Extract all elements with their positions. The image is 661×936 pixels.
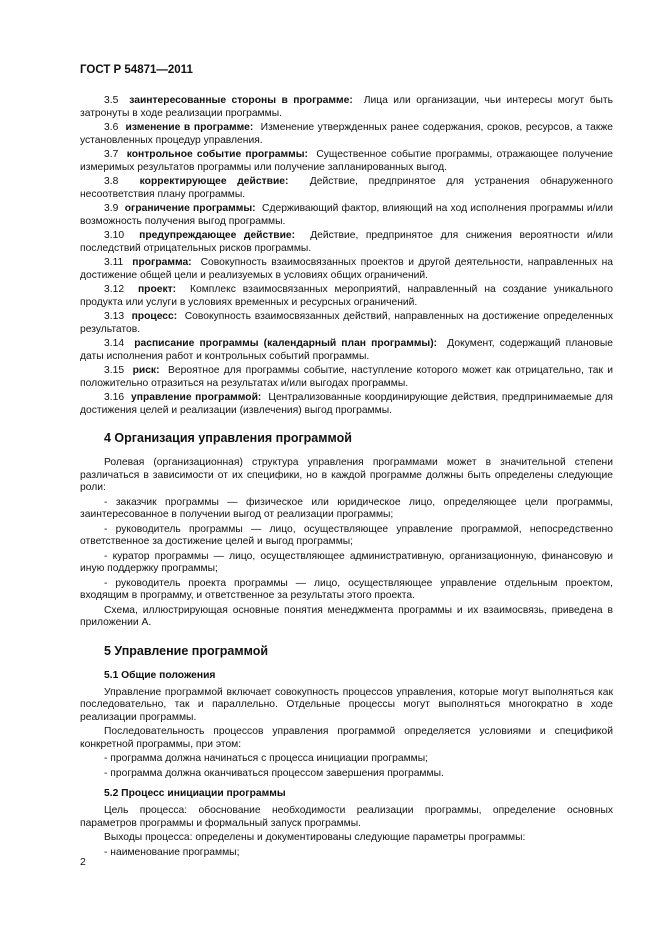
section-4-closing: Схема, иллюстрирующая основные понятия менеджмента программы и их взаимосвязь, приведена в приложении А. (80, 604, 613, 628)
term-entry: 3.5 заинтересованные стороны в программе: Лица или организации, чьи интересы могут быть затронуты в ходе реализации программы. (80, 95, 613, 119)
section-4-title: 4 Организация управления программой (104, 431, 352, 445)
role-item: - куратор программы — лицо, осуществляющее административную, организационную, финансовую и иную поддержку программы; (80, 550, 613, 574)
term-entry: 3.14 расписание программы (календарный план программы): Документ, содержащий плановые даты исполнения работ и контрольных событий программы. (80, 338, 613, 362)
term-entry: 3.13 процесс: Совокупность взаимосвязанных действий, направленных на достижение определенных результатов. (80, 311, 613, 335)
subsection-5-2-title: 5.2 Процесс инициации программы (104, 788, 286, 799)
term-entry: 3.6 изменение в программе: Изменение утвержденных ранее содержания, сроков, ресурсов, а также установленных процедур управления. (80, 122, 613, 146)
document-page (80, 64, 613, 861)
term-entry: 3.7 контрольное событие программы: Существенное событие программы, отражающее получение измеримых результатов программы или получение запланированных выгод. (80, 149, 613, 173)
document-header: ГОСТ Р 54871—2011 (80, 64, 193, 76)
term-entry: 3.9 ограничение программы: Сдерживающий фактор, влияющий на ход исполнения программы и/или возможность получения выгод программы. (80, 203, 614, 227)
role-item: - руководитель программы — лицо, осуществляющее управление программой, непосредственно ответственное за достижение целей и выгод программы; (80, 523, 613, 547)
list-item: - наименование программы; (104, 846, 240, 858)
paragraph: Последовательность процессов управления программой определяется условиями и спецификой конкретной программы, при этом: (80, 726, 613, 750)
term-entry: 3.12 проект: Комплекс взаимосвязанных мероприятий, направленный на создание уникального продукта или услуги в условиях временных и ресурсных ограничений. (80, 284, 613, 308)
terms-list (80, 95, 613, 417)
subsection-5-1-title: 5.1 Общие положения (104, 669, 216, 681)
term-entry: 3.15 риск: Вероятное для программы событие, наступление которого может как отрицательно, так и положительно отразиться на результатах и/или выгодах программы. (80, 365, 613, 389)
term-entry: 3.8 корректирующее действие: Действие, предпринятое для устранения обнаруженного несоответствия плану программы. (80, 176, 613, 200)
paragraph: Управление программой включает совокупность процессов управления, которые могут выполняться как последовательно, так и параллельно. Отдельные процессы могут выполняться многократно в ходе реализации программы. (80, 686, 613, 723)
term-entry: 3.11 программа: Совокупность взаимосвязанных проектов и другой деятельности, направленных на достижение общей цели и реализуемых в условиях общих ограничений. (80, 257, 613, 281)
role-item: - заказчик программы — физическое или юридическое лицо, определяющее цели программы, заинтересованное в получении выгод от реализации программы; (80, 496, 613, 520)
section-5-title: 5 Управление программой (104, 643, 269, 658)
paragraph: Цель процесса: обоснование необходимости реализации программы, определение основных параметров программы и формальный запуск программы. (80, 805, 613, 829)
list-item: - программа должна начинаться с процесса инициации программы; (104, 753, 429, 764)
term-entry: 3.16 управление программой: Централизованные координирующие действия, предпринимаемые для достижения целей и реализации (извлечения) выгод программы. (80, 392, 613, 416)
paragraph: Выходы процесса: определены и документированы следующие параметры программы: (104, 832, 526, 843)
section-4-intro: Ролевая (организационная) структура управления программами может в значительной степени различаться в зависимости от их специфики, но в каждой программе должны быть определены следующие роли: (80, 457, 613, 493)
role-item: - руководитель проекта программы — лицо, осуществляющее управление отдельным проектом, входящим в программу, и ответственное за результаты этого проекта. (80, 577, 613, 601)
list-item: - программа должна оканчиваться процессом завершения программы. (104, 767, 444, 779)
page-number: 2 (80, 856, 86, 868)
term-entry: 3.10 предупреждающее действие: Действие, предпринятое для снижения вероятности и/или последствий отрицательных рисков программы. (80, 230, 613, 254)
